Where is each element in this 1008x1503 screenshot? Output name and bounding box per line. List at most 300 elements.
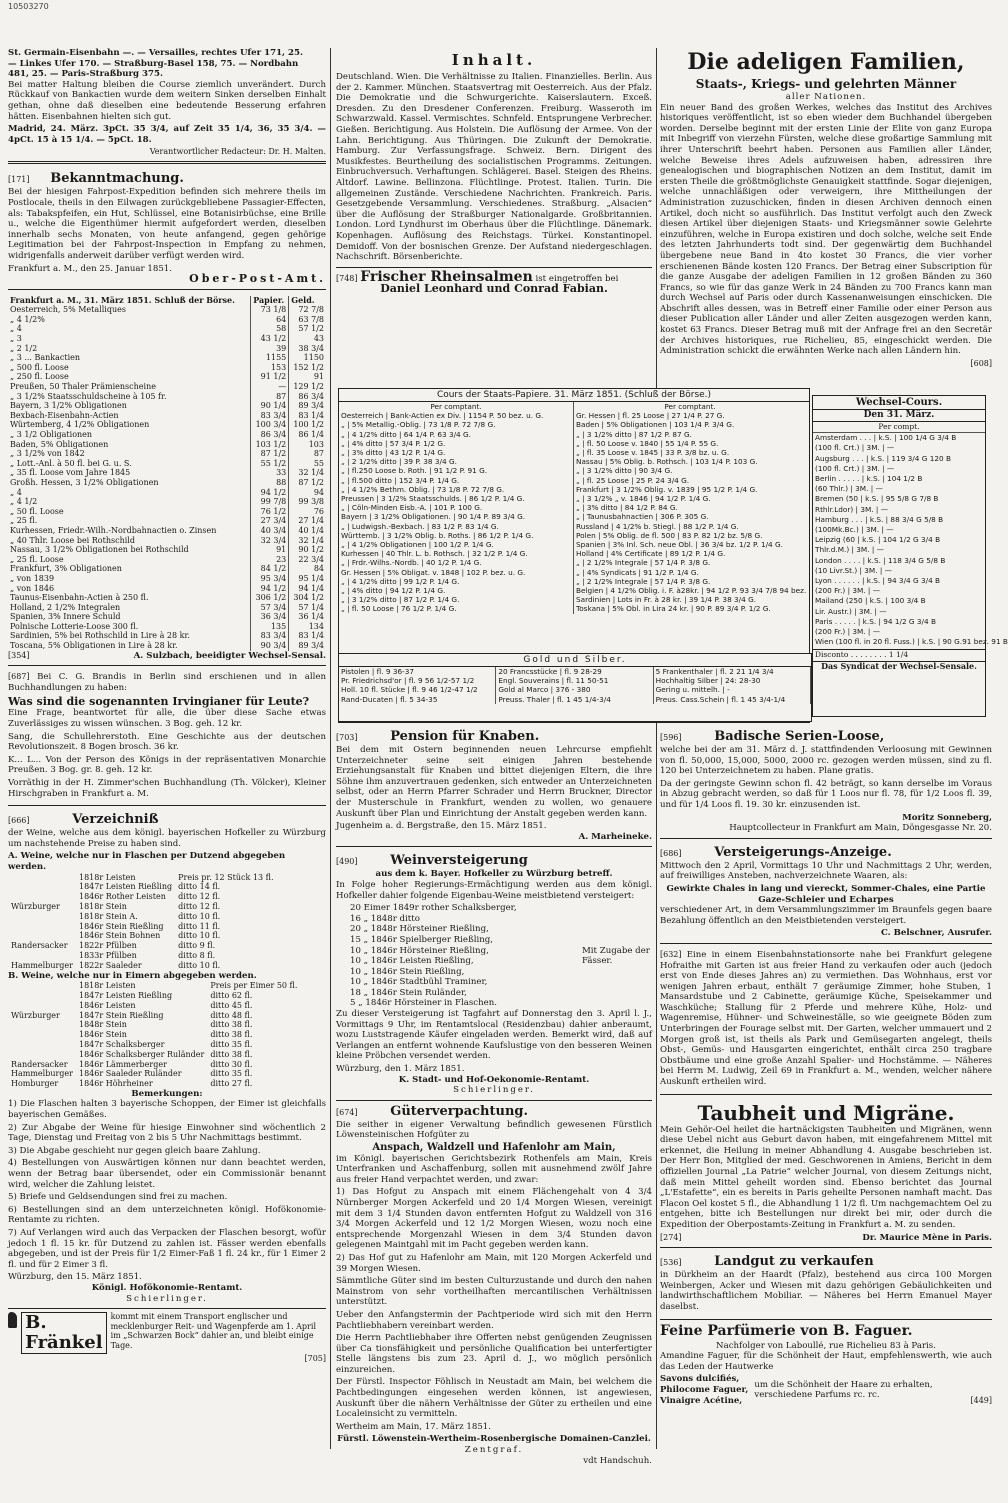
- gs-cell: Rand-Ducaten | fl. 5 34-35: [339, 695, 496, 704]
- wine-name: 1818r Leisten: [79, 981, 136, 991]
- wine-name: 1833r Pfülben: [79, 950, 137, 960]
- price-papier: 153: [251, 363, 289, 373]
- table-row: [8, 564, 326, 574]
- stock-row: „ | 4 1/2% Obligationen | 100 1/2 P. 1/4 G.: [341, 540, 494, 550]
- gs-row: [339, 685, 811, 694]
- wechsel-cours: [812, 395, 1008, 717]
- table-row: [8, 555, 326, 565]
- price-papier: 86 3/4: [251, 430, 289, 440]
- security-name: „ 3 1/2% Staatsschuldscheine à 105 fr.: [10, 391, 167, 401]
- stock-row: „ | 4% Syndicats | 91 1/2 P. 1/4 G.: [576, 567, 699, 577]
- ad-number: [632]: [660, 949, 682, 959]
- wechsel-date: Den 31. März.: [813, 410, 985, 422]
- wine-origin: [8, 991, 76, 1001]
- table-row: [8, 545, 326, 555]
- remark-item: 4) Bestellungen von Auswärtigen können nur dann beachtet werden, wenn der Betrag baar übersendet, oder ein Commissionär benannt wird, welcher die Zahlung leistet.: [8, 1158, 326, 1190]
- wine-name: 1846r Stein: [79, 1030, 127, 1040]
- gs-cell: Engl. Souverains | fl. 11 50-51: [496, 676, 653, 685]
- col-header: Per comptant.: [664, 402, 716, 411]
- security-name: „ 3: [10, 334, 22, 344]
- ad-number: [674]: [336, 1107, 358, 1117]
- wine-origin: [8, 1030, 76, 1040]
- price-papier: 87: [251, 392, 289, 402]
- column-3: [660, 48, 992, 388]
- stock-row: „ | 4 1/2% ditto | 64 1/4 P. 63 3/4 G.: [341, 429, 471, 439]
- ad-number: [666]: [8, 816, 30, 826]
- wine-name: 1847r Stein Rießling: [79, 1010, 164, 1020]
- redakteur: Verantwortlicher Redacteur: Dr. H. Malten.: [149, 147, 326, 157]
- stock-row: „ | 5% Metallig.-Oblig. | 73 1/8 P. 72 7/8 G.: [341, 420, 496, 430]
- wine-origin: [8, 1001, 76, 1011]
- price-papier: 100 3/4: [251, 420, 289, 430]
- stock-row: Oesterreich | Bank-Actien ex Div. | 1154 P. 50 bez. u. G.: [341, 411, 544, 421]
- wine-origin: Würzburger: [11, 1010, 60, 1020]
- wechsel-row: Mailand (250 | k.S. | 100 3/4 B: [815, 596, 926, 606]
- remark-item: 1) Die Flaschen halten 3 bayerische Schoppen, der Eimer ist gleichfalls bayerischen Gemäßes.: [8, 1099, 326, 1121]
- wine-price: ditto 38 fl.: [210, 1049, 253, 1059]
- ad-text: Da der geringste Gewinn schon fl. 42 beträgt, so kann derselbe im Voraus in Abzug gebracht werden, so daß für 1 Loos nur fl. 78, für 1/2 Loos fl. 39, und für 1/4 Loos fl. 19. 30 kr. einzusenden ist.: [660, 778, 992, 810]
- table-row: [8, 631, 326, 641]
- stock-row: Gr. Hessen | fl. 25 Loose | 27 1/4 P. 27 G.: [576, 411, 725, 421]
- ad-date: Würzburg, den 1. März 1851.: [336, 1064, 465, 1075]
- ad-item: 2) Das Hof gut zu Hafenlohr am Main, mit 120 Morgen Ackerfeld und 39 Morgen Wiesen.: [336, 1252, 652, 1274]
- wine-item: 5 „ 1846r Hörsteiner in Flaschen.: [350, 998, 497, 1009]
- ad-number: [705]: [304, 1354, 326, 1364]
- wine-item: 18 „ 1846r Stein Ruländer,: [350, 987, 467, 998]
- price-geld: 27 1/4: [289, 516, 326, 526]
- table-row: [8, 882, 276, 892]
- price-papier: 91: [251, 545, 289, 555]
- ad-596: [660, 726, 992, 839]
- security-name: „ 4 1/2%: [10, 314, 45, 324]
- price-geld: 94 1/4: [289, 584, 326, 594]
- ad-signature: vdt Handschuh.: [583, 1455, 652, 1466]
- remark-item: 5) Briefe und Geldsendungen sind frei zu machen.: [8, 1192, 228, 1203]
- ad-number: [686]: [660, 848, 682, 858]
- table-row: [8, 1030, 300, 1040]
- price-geld: 72 7/8: [289, 305, 326, 315]
- price-geld: 87 1/2: [289, 478, 326, 488]
- wine-price: ditto 62 fl.: [210, 990, 253, 1000]
- table-row: [8, 574, 326, 584]
- stock-row: Württemb. | 3 1/2% Oblig. b. Roths. | 86 1/2 P. 1/4 G.: [341, 530, 534, 540]
- ad-274: [660, 1098, 992, 1249]
- ad-signature: Schierlinger.: [126, 1293, 208, 1304]
- stock-row: Kurhessen | 40 Thlr. L. b. Rothsch. | 32 1/2 P. 1/4 G.: [341, 549, 528, 559]
- price-geld: 83 1/4: [289, 411, 326, 421]
- table-row: [8, 912, 276, 922]
- wine-name: 1818r Stein A.: [79, 911, 138, 921]
- table-row: [8, 951, 276, 961]
- ad-number: [596]: [660, 733, 682, 742]
- wine-name: 1846r Höhrheiner: [79, 1079, 153, 1089]
- remarks-list: [8, 1099, 326, 1270]
- gs-row: [339, 695, 811, 704]
- wechsel-row: (200 Fr.) | 3M. | —: [815, 586, 881, 596]
- stock-row: „ | 4% ditto | 94 1/2 P. 1/4 G.: [341, 586, 446, 596]
- wine-name: 1822r Saaleder: [79, 960, 142, 970]
- ad-text: Bei dem mit Ostern beginnenden neuen Lehrcurse empfiehlt Unterzeichneter seine seit einigen Jahren bestehende Erziehungsanstalt für Knaben und bittet diejenigen Eltern, die ihre Söhne ihm anzuvertrauen gedenken, sich entweder an Unterzeichneten selbst, oder an Herrn Pfarrer Schrader und Herrn Bruckner, Director der Musterschule in Frankfurt, wenden zu wollen, wo genauere Auskunft über Plan und Einrichtung der Anstalt gegeben werden kann.: [336, 745, 652, 819]
- wine-origin: Hammelburger: [11, 1069, 73, 1079]
- wine-price: Preis per Eimer 50 fl.: [210, 981, 298, 991]
- ad-title: B. Fränkel: [21, 1312, 106, 1354]
- stock-row: Bayern | 3 1/2% Obligationen. | 90 1/4 P. 89 3/4 G.: [341, 512, 526, 522]
- wine-name: 1848r Stein: [79, 1020, 127, 1030]
- price-geld: 84: [289, 564, 326, 574]
- wine-origin: [8, 922, 76, 932]
- table-row: [8, 305, 326, 315]
- price-papier: 23: [251, 555, 289, 565]
- ad-text: ist eingetroffen bei: [535, 273, 619, 284]
- price-papier: 91 1/2: [251, 372, 289, 382]
- price-geld: 95 1/4: [289, 574, 326, 584]
- table-row: [8, 497, 326, 507]
- security-name: Nassau, 3 1/2% Obligationen bei Rothschild: [10, 545, 189, 555]
- table-row: [8, 931, 276, 941]
- stock-row: Frankfurt | 3 1/2% Oblig. v. 1839 | 95 1/2 P. 1/4 G.: [576, 484, 758, 494]
- stock-row: „ | 3% ditto | 84 1/2 P. 84 G.: [576, 503, 678, 513]
- wine-origin: Randersacker: [11, 1059, 68, 1069]
- price-papier: 32 3/4: [251, 536, 289, 546]
- stock-row: Gr. Hessen | 5% Obligat. v. 1848 | 102 P. bez. u. G.: [341, 567, 526, 577]
- ad-number: [449]: [970, 1395, 992, 1405]
- stock-row: „ | 2 1/2% Integrale | 57 1/4 P. 3/8 G.: [576, 576, 711, 586]
- stock-row: „ | 3 1/2% ditto | 87 1/2 P. 87 G.: [576, 429, 692, 439]
- security-name: Taunus-Eisenbahn-Actien à 250 fl.: [10, 593, 149, 603]
- security-name: Holland, 2 1/2% Integralen: [10, 602, 121, 612]
- wine-name: 1847r Leisten Rießling: [79, 990, 173, 1000]
- ad-title: Die adeligen Familien,: [687, 49, 965, 75]
- ad-171: [8, 168, 326, 289]
- stock-row: Holland | 4% Certificate | 89 1/2 P. 1/4 G.: [576, 549, 726, 559]
- wine-table-a: [8, 873, 276, 971]
- wechsel-row: Rthlr.Ldor) | 3M. | —: [815, 504, 888, 514]
- ad-text: Nachfolger von Laboullé, rue Richelieu 83 à Paris.: [716, 1340, 936, 1351]
- price-papier: 83 3/4: [251, 411, 289, 421]
- column-2-lower: [336, 726, 652, 1466]
- price-geld: 38 3/4: [289, 344, 326, 354]
- ad-signature: Schierlinger.: [453, 1085, 535, 1096]
- wechsel-row: (60 Thlr.) | 3M. | —: [815, 484, 883, 494]
- security-name: „ von 1839: [10, 573, 55, 583]
- price-geld: 57 1/2: [289, 324, 326, 334]
- section-title: Gold und Silber.: [339, 653, 811, 667]
- price-papier: 36 3/4: [251, 612, 289, 622]
- wine-item: 10 „ 1846r Stein Rießling,: [350, 966, 465, 977]
- ad-names: Daniel Leonhard und Conrad Fabian.: [380, 282, 608, 296]
- stock-row: „ | fl. 50 Loose v. 1840 | 55 1/4 P. 55 G.: [576, 438, 719, 448]
- price-geld: 76: [289, 507, 326, 517]
- security-name: „ 25 fl. Loose: [10, 554, 64, 564]
- wine-price: ditto 35 fl.: [210, 1039, 253, 1049]
- stock-row: „ | 2 1/2% Integrale | 57 1/4 P. 3/8 G.: [576, 558, 711, 568]
- ad-number: [703]: [336, 733, 358, 742]
- security-name: „ 2 1/2: [10, 343, 38, 353]
- stock-col-2: [574, 402, 806, 614]
- stock-row: Sardinien | Lots in Fr. à 28 kr. | 39 1/4 P. 38 3/4 G.: [576, 595, 757, 605]
- price-papier: 39: [251, 344, 289, 354]
- price-papier: 27 3/4: [251, 516, 289, 526]
- price-papier: 88: [251, 478, 289, 488]
- boerse-table: [8, 293, 326, 667]
- stock-row: Spanien | 3% Inl. Sch. neue Obl. | 36 3/4 bz. 1/2 P. 1/4 G.: [576, 540, 783, 550]
- ad-note: Mit Zugabe der Fässer.: [582, 945, 650, 967]
- table-row: [8, 478, 326, 488]
- price-papier: —: [251, 382, 289, 392]
- stock-row: „ | fl. 25 Loose | 25 P. 24 3/4 G.: [576, 475, 690, 485]
- table-row: [8, 1069, 300, 1079]
- price-geld: 63 7/8: [289, 315, 326, 325]
- stock-row: Belgien | 4 1/2% Oblig. i. F. à28kr. | 94 1/2 P. 93 3/4 7/8 94 bez.: [576, 586, 807, 596]
- price-papier: 55 1/2: [251, 459, 289, 469]
- table-row: [8, 603, 326, 613]
- divider: [336, 267, 652, 268]
- wine-name: 1846r Stein Rießling: [79, 921, 164, 931]
- stock-row: Nassau | 5% Oblig. b. Rothsch. | 103 1/4 P. 103 G.: [576, 457, 758, 467]
- stock-row: „ | 4 1/2% ditto | 99 1/2 P. 1/4 G.: [341, 576, 460, 586]
- stock-row: „ | fl.250 Loose b. Roth. | 91 1/2 P. 91 G.: [341, 466, 488, 476]
- wechsel-row: Hamburg . . . | k.S. | 88 3/4 G 5/8 B: [815, 514, 944, 524]
- ad-text: Zu dieser Versteigerung ist Tagfahrt auf Donnerstag den 3. April l. J., Vormittags 9 Uhr, im Rentamtslocal (Residenzbau) dahier anberaumt, wozu Luststragende Käufer eingeladen werden. Bemerkt wird, daß auf Verlangen an entfernt wohnende Kaufslustige von den besseren Weinen kleine Pröbchen versendet werden.: [336, 1009, 652, 1062]
- wine-price: ditto 35 fl.: [210, 1069, 253, 1079]
- ad-705: [8, 1312, 326, 1354]
- gs-cell: Pistolen | fl. 9 36-37: [339, 667, 496, 676]
- ad-number: [171]: [8, 175, 30, 185]
- table-row: [8, 411, 326, 421]
- price-geld: 43: [289, 334, 326, 344]
- wine-price: ditto 12 fl.: [178, 901, 221, 911]
- table-row: [8, 507, 326, 517]
- table-row: [8, 1001, 300, 1011]
- table-row: [8, 440, 326, 450]
- price-geld: 32 1/4: [289, 468, 326, 478]
- remarks-title: Bemerkungen:: [131, 1088, 203, 1099]
- stock-row: „ | 2 1/2% ditto | 39 P. 38 3/4 G.: [341, 457, 457, 467]
- security-name: „ 500 fl. Loose: [10, 362, 69, 372]
- wine-list: [336, 903, 582, 1009]
- ad-signature: Das Syndicat der Wechsel-Sensale.: [813, 661, 985, 672]
- gs-cell: Preuss. Thaler | fl. 1 45 1/4-3/4: [496, 695, 653, 704]
- security-name: „ 25 fl.: [10, 516, 38, 526]
- price-papier: 64: [251, 315, 289, 325]
- security-name: „ von 1846: [10, 583, 55, 593]
- stock-grid: [339, 402, 809, 614]
- ad-text: Die seither in eigener Verwaltung befindlich gewesenen Fürstlich Löwensteinischen Hofgüter zu: [336, 1119, 652, 1141]
- wechsel-row: Amsterdam . . . | k.S. | 100 1/4 G 3/4 B: [815, 433, 957, 443]
- price-papier: 94 1/2: [251, 488, 289, 498]
- ad-signature: A. Marheineke.: [578, 831, 652, 842]
- table-row: [8, 922, 276, 932]
- product-name: Savons dulcifiés,: [660, 1374, 740, 1385]
- wine-price: ditto 14 fl.: [178, 882, 221, 892]
- table-row: [8, 612, 326, 622]
- stock-row: „ | 4% ditto | 57 3/4 P. 1/2 G.: [341, 438, 446, 448]
- ad-text: der Weine, welche aus dem königl. bayerischen Hofkeller zu Würzburg um nachstehende Preise zu haben sind.: [8, 828, 326, 849]
- ad-item: Der Fürstl. Inspector Föhlisch in Neustadt am Main, bei welchem die Pachtbedingungen eingesehen werden können, ist angewiesen, Auskunft über die nähern Verhältnisse der Güter zu ertheilen und eine Localeinsicht zu vermitteln.: [336, 1377, 652, 1420]
- ad-signature: A. Sulzbach, beeidigter Wechsel-Sensal.: [133, 650, 326, 661]
- ad-title: Taubheit und Migräne.: [697, 1100, 955, 1125]
- rail-prices: [8, 48, 326, 80]
- gold-silber: [338, 653, 812, 722]
- table-row: [8, 324, 326, 334]
- wine-origin: Randersacker: [11, 941, 68, 951]
- ad-text: Ein neuer Band des großen Werkes, welches das Institut des Archives historiques veröffentlicht, ist so eben wieder dem Buchhandel übergeben worden. Derselbe beginnt mit der ersten Linie der Elite von ganz Europa mit Inbegriff von vierzehn Fürsten, welche diese großartige Sammlung mit ihrer Unterschrift beehrt haben. Personen aus Familien aller Länder, welche Beweise ihres Adels aufzuweisen haben, adressiren ihre genealogischen und biographischen Notizen an dem Institut, damit im ersten Theile die größtmöglichste Genauigkeit stattfinde. Sogar diejenigen, welche unnachläßigen oder verweigern, ihre Mittheilungen der Administration zuzuschicken, finden in diesen Archiven dennoch einen Artikel, doch nicht so ausführlich. Das Institut verfolgt auch den Zweck diesen Artikel über diejenigen Staats- und Kriegsmänner sowie Gelehrte einzuführen, welche in Europa existiren und doch solche, welche seit Ende des letzten Jahrhunderts todt sind. Der gegenwärtig dem Buchhandel übergebene neue Band in 4to kostet 30 Francs, die vier vorher erschienenen Bände kosten 120 Francs. Der Betrag einer Subscription für die ganze Ausgabe der adeligen Familien in 12 großen Bänden zu 360 Francs, so wie für das ganze Werk in 24 Bänden zu 700 Francs kann man durch Wechsel auf Paris oder durch Kassenanweisungen einschicken. Die Abschrift alles dessen, was in Betreff einer Familie oder einer Person aus dieser Publication aller Länder und aller Zeiten ausgezogen werden kann, kostet 63 Francs. Dieser Betrag muß mit der Anfrage frei an den Secretär der Archives historiques, rue Richelieu, 85, eingeschickt werden. Die Administration schickt die erwähnten Werke nach allen Ländern hin.: [660, 102, 992, 357]
- price-geld: 100 1/2: [289, 420, 326, 430]
- ad-text: kommt mit einem Transport englischer und mecklenburger Reit- und Wagenpferde am 1. April im „Schwarzen Bock“ dahier an, und bleibt einige Tage.: [110, 1312, 316, 1350]
- column-divider: [330, 48, 331, 1449]
- table-header: [8, 296, 326, 306]
- section-b: B. Weine, welche nur in Eimern abgegeben werden.: [8, 970, 257, 981]
- stock-row: „ | 3% ditto | 43 1/2 P. 1/4 G.: [341, 448, 446, 458]
- wechsel-row: (10 Livr.St.) | 3M. | —: [815, 565, 892, 575]
- ad-title: Landgut zu verkaufen: [714, 1254, 874, 1270]
- ad-signature: Moritz Sonneberg,: [902, 812, 992, 823]
- ad-text: Vorräthig in der H. Zimmer'schen Buchhandlung (Th. Völcker), Kleiner Hirschgraben in Frankfurt a. M.: [8, 778, 326, 799]
- ad-text: Sang, die Schullehrerstoth. Eine Geschichte aus der deutschen Revolutionszeit. 8 Bogen brosch. 36 kr.: [8, 731, 326, 753]
- security-name: „ 4: [10, 487, 22, 497]
- security-name: Preußen, 50 Thaler Prämienscheine: [10, 382, 156, 392]
- price-papier: 1155: [251, 353, 289, 363]
- table-row: [8, 622, 326, 632]
- table-row: [8, 401, 326, 411]
- wine-origin: [8, 912, 76, 922]
- ad-text: K... L... Von der Person des Königs in der repräsentativen Monarchie Preußen. 3 Bog. gr. 8. geh. 12 kr.: [8, 754, 326, 776]
- ad-date: Jugenheim a. d. Bergstraße, den 15. März 1851.: [336, 821, 547, 832]
- table-row: [8, 315, 326, 325]
- wechsel-row: Wien (100 fl. in 20 fl. Fuss.) | k.S. | 90 G.91 bez. 91 B: [815, 637, 1008, 647]
- wine-name: 1818r Stein: [79, 901, 127, 911]
- ad-632: [660, 947, 992, 1095]
- security-name: „ 4 1/2: [10, 497, 38, 507]
- table-row: [8, 641, 326, 651]
- wine-name: 1846r Stein Bohnen: [79, 931, 161, 941]
- page-id: 10503270: [8, 2, 49, 11]
- table-row: [8, 941, 276, 951]
- remark-item: 2) Zur Abgabe der Weine für hiesige Einwohner sind wöchentlich 2 Tage, Dienstag und Freitag von 2 bis 5 Uhr Nachmittags bestimmt.: [8, 1122, 326, 1144]
- gs-cell: Gering u. mittelh. | -: [654, 685, 811, 694]
- price-geld: 89 3/4: [289, 401, 326, 411]
- rail-line: — Linkes Ufer 170. — Straßburg-Basel 158, 75. — Nordbahn: [8, 58, 299, 69]
- wine-origin: Hammelburger: [11, 960, 73, 970]
- ad-subtitle: aus dem k. Bayer. Hofkeller zu Würzburg betreff.: [375, 869, 613, 880]
- stock-row: „ | 3 1/2% ditto | 90 3/4 G.: [576, 466, 673, 476]
- price-geld: 103: [289, 440, 326, 450]
- price-geld: 134: [289, 622, 326, 632]
- table-row: [8, 382, 326, 392]
- price-geld: 91: [289, 372, 326, 382]
- ad-signature: Fürstl. Löwenstein-Wertheim-Rosenbergische Domainen-Canzlei.: [337, 1434, 651, 1445]
- wine-price: ditto 9 fl.: [178, 941, 216, 951]
- wine-price: ditto 38 fl.: [210, 1020, 253, 1030]
- price-papier: 83 3/4: [251, 631, 289, 641]
- column-2: [336, 48, 652, 388]
- ad-question: Was sind die sogenannten Irvingianer für Leute?: [8, 695, 310, 709]
- security-name: Kurhessen, Friedr.-Wilh.-Nordbahnactien o. Zinsen: [10, 525, 217, 535]
- table-row: [8, 459, 326, 469]
- wine-price: ditto 10 fl.: [178, 960, 221, 970]
- security-name: Baden, 5% Obligationen: [10, 439, 109, 449]
- stock-row: „ | 3 1/2% ditto | 87 1/2 P. 1/4 G.: [341, 595, 460, 605]
- stock-row: Toskana | 5% Obl. in Lira 24 kr. | 90 P. 89 3/4 P. 1/2 G.: [576, 604, 771, 614]
- ad-subtitle: Staats-, Kriegs- und gelehrten Männer: [695, 77, 957, 91]
- rail-line: 481, 25. — Paris-Straßburg 375.: [8, 69, 163, 80]
- ad-signature: Ober-Post-Amt.: [189, 272, 326, 286]
- ad-703: [336, 726, 652, 847]
- ad-item: Wertheim am Main, 17. März 1851.: [336, 1421, 491, 1432]
- rail-line: St. Germain-Eisenbahn —. — Versailles, rechtes Ufer 171, 25.: [8, 48, 303, 58]
- disconto: Disconto . . . . . . . . 1 1/4: [813, 649, 985, 661]
- price-geld: 83 1/4: [289, 631, 326, 641]
- table-row: [8, 584, 326, 594]
- wine-price: ditto 48 fl.: [210, 1010, 253, 1020]
- ad-title: Güterverpachtung.: [390, 1103, 529, 1119]
- price-geld: 40 1/4: [289, 526, 326, 536]
- ad-text: Bei der hiesigen Fahrpost-Expedition befinden sich mehrere theils im Postlocale, theils in den Eilwagen zurückgebliebene Passagier-Effecten, als: Tabakspfeifen, ein Hut, Schlüssel, eine Botanisirbüchse, eine Brille u., welche die Eigenthümer hiermit aufgefordert werden, dieselben innerhalb sechs Monaten, von heute anfangend, gegen gehörige Legitimation bei der Fahrpost-Inspection in Empfang zu nehmen, widrigenfalls anderweit darüber verfügt werden wird.: [8, 187, 326, 261]
- table-row: [8, 526, 326, 536]
- price-geld: 86 1/4: [289, 430, 326, 440]
- wine-origin: [8, 951, 76, 961]
- price-table: [8, 296, 326, 651]
- table-row: [8, 449, 326, 459]
- table-row: [8, 991, 300, 1001]
- price-papier: 40 3/4: [251, 526, 289, 536]
- price-papier: 306 1/2: [251, 593, 289, 603]
- table-row: [8, 593, 326, 603]
- stock-row: Preussen | 3 1/2% Staatsschulds. | 86 1/2 P. 1/4 G.: [341, 494, 525, 504]
- price-papier: 76 1/2: [251, 507, 289, 517]
- ad-date: Würzburg, den 15. März 1851.: [8, 1272, 142, 1283]
- wine-price: Preis pr. 12 Stück 13 fl.: [178, 872, 274, 882]
- wechsel-row: Berlin . . . . . | k.S. | 104 1/2 B: [815, 474, 923, 483]
- ad-674: [336, 1104, 652, 1466]
- wine-name: 1822r Pfülben: [79, 941, 137, 951]
- ad-number: [490]: [336, 857, 358, 867]
- security-name: Polnische Lotterie-Loose 300 fl.: [10, 621, 139, 631]
- table-row: [8, 961, 276, 971]
- ad-text: Eine in einem Eisenbahnstationsorte nahe bei Frankfurt gelegene Hofraithe mit Garten ist aus freier Hand zu verkaufen oder auch (jedoch erst von Ende dieses Jahres an) zu vermiethen. Das Wohnhaus, erst vor wenigen Jahren erbaut, enthält 7 geräumige Zimmer, hohe Stuben, 1 Mansardstube und 2 Cabinette, geräumige Küche, Speisekammer und Waschküche; Stallung für 2 Pferde und mehrere Kühe, Holz- und Wagenremise, Hühner- und Schweineställe, so wie geeignete Böden zum Unterbringen der Fourage selbst mit. Der Garten, welcher ummauert und 2 Morgen groß ist, ist theils als Park und Gemüsegarten angelegt, theils Obst-, Gemüs- und Hausgarten eingerichtet, enthält circa 250 tragbare Obstbäume und eine große Anzahl Spalier- und Hochstämme. — Näheres bei Herrn M. Ludwig, Zeil 69 in Frankfurt a. M., wenden, welcher nähere Auskunft ertheilen wird.: [660, 949, 992, 1088]
- ad-item: Ueber den Anfangstermin der Pachtperiode wird sich mit den Herrn Pachtliebhabern vereinbart werden.: [336, 1309, 652, 1331]
- product-name: Philocome Faguer,: [660, 1384, 749, 1395]
- ad-number: [687]: [8, 672, 30, 682]
- table-row: [8, 363, 326, 373]
- remark-item: 7) Auf Verlangen wird auch das Verpacken der Flaschen besorgt, wofür jedoch 1 fl. 15 kr. für Dutzend zu zahlen ist. Fässer werden ebenfalls abgegeben, und ist der Preis für 1/2 Eimer-Faß 1 fl. 24 kr., für 1 Eimer 2 fl. und für 2 Eimer 3 fl.: [8, 1228, 326, 1270]
- wechsel-row: (100 fl. Crt.) | 3M. | —: [815, 463, 895, 473]
- ad-title: Frischer Rheinsalmen: [360, 268, 533, 285]
- stock-row: „ | 4 1/2% Bethm. Oblig. | 73 1/8 P. 72 7/8 G.: [341, 484, 505, 494]
- ad-item: 1) Das Hofgut zu Anspach mit einem Flächengehalt von 4 3/4 Nürnberger Morgen Ackerfeld und 20 1/4 Morgen Wiesen, vereinigt mit dem 3 1/4 Stunden davon entfernten Hofgut zu Waldzell von 316 3/4 Morgen Ackerfeld und 12 1/2 Morgen Wiesen, wozu noch eine entsprechende Morgenzahl Wiesen in dem 3/4 Stunden davon gelegenen Maintgahl mit im Pacht gegeben werden kann.: [336, 1187, 652, 1251]
- gs-cell: 20 Francsstücke | fl. 9 28-29: [496, 667, 653, 676]
- price-papier: 33: [251, 468, 289, 478]
- price-papier: 95 3/4: [251, 574, 289, 584]
- wine-name: 1846r Rother Leisten: [79, 892, 166, 902]
- wine-origin: [8, 1040, 76, 1050]
- ad-text: Mittwoch den 2 April, Vormittags 10 Uhr und Nachmittags 2 Uhr, werden, auf freiwilliges Ansteben, nachverzeichnete Waaren, als:: [660, 860, 992, 882]
- ad-title: Weinversteigerung: [390, 853, 528, 869]
- table-row: [8, 372, 326, 382]
- table-row: [8, 1011, 300, 1021]
- rail-text: Bei matter Haltung bleiben die Course ziemlich unverändert. Durch Rückkauf von Bankactien wurde dem weitern Sinken derselben Einhalt gethan, ohne daß dieselben eine bedeutende Besserung erfahren hätten. Eisenbahnen hielten sich gut.: [8, 79, 326, 122]
- wine-price: ditto 38 fl.: [210, 1030, 253, 1040]
- table-row: [8, 516, 326, 526]
- price-papier: 73 1/8: [251, 305, 289, 315]
- wine-price: ditto 10 fl.: [178, 931, 221, 941]
- price-geld: 32 1/4: [289, 536, 326, 546]
- table-row: [8, 420, 326, 430]
- table-row: [8, 1060, 300, 1070]
- price-geld: 1150: [289, 353, 326, 363]
- remark-item: 6) Bestellungen sind an dem unterzeichneten königl. Hofökonomie-Rentamte zu richten.: [8, 1204, 326, 1226]
- wine-name: 1846r Lämmerberger: [79, 1059, 167, 1069]
